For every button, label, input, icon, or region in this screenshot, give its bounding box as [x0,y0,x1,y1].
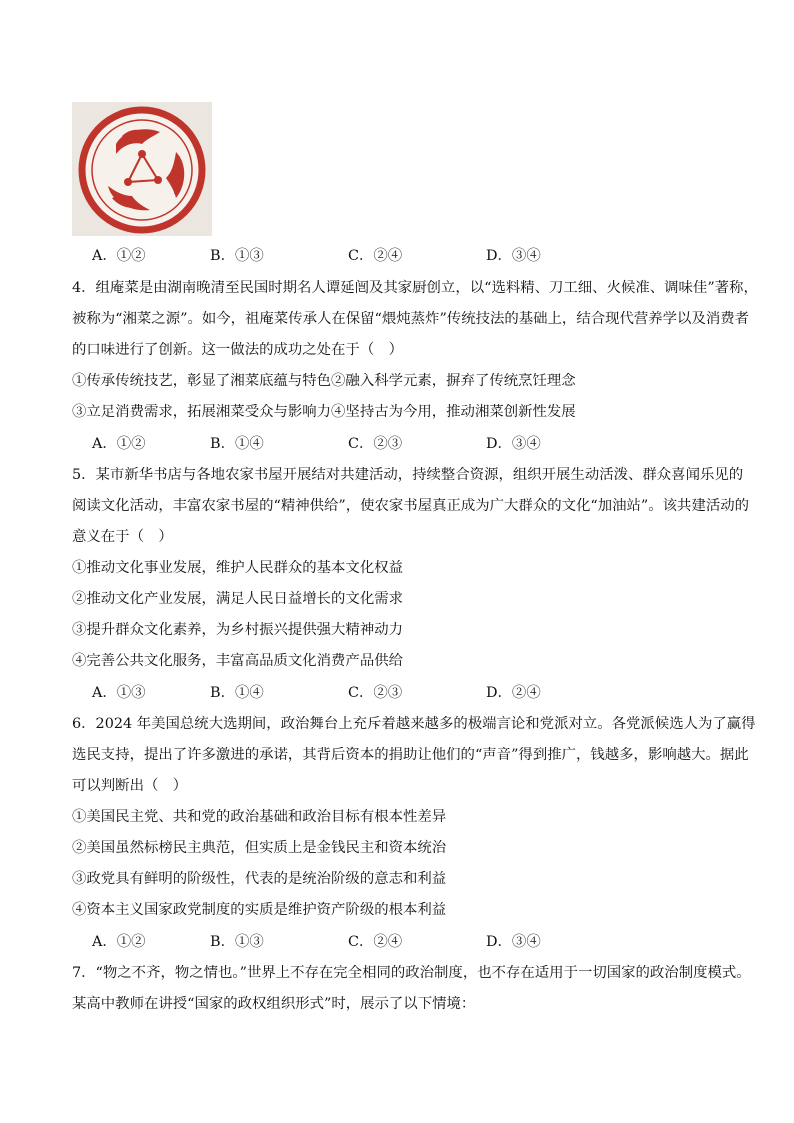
q5-statement-4: ④完善公共文化服务，丰富高品质文化消费产品供给 [72,653,403,669]
q6-statement-2: ②美国虽然标榜民主典范，但实质上是金钱民主和资本统治 [72,840,447,856]
q5-stem-line-3: 意义在于（ ） [72,529,173,545]
q4-option-a: A．①② [92,436,146,452]
q4-statement-line-1: ①传承传统技艺，彰显了湘菜底蕴与特色②融入科学元素，摒弃了传统烹饪理念 [72,373,576,389]
q4-stem-line-3: 的口味进行了创新。这一做法的成功之处在于（ ） [72,342,403,358]
q5-option-d: D．②④ [486,685,541,701]
q5-statement-2: ②推动文化产业发展，满足人民日益增长的文化需求 [72,591,403,607]
q5-stem-line-1: 5．某市新华书店与各地农家书屋开展结对共建活动，持续整合资源，组织开展生动活泼、群众喜闻乐见的 [72,467,744,483]
q5-option-a: A．①③ [92,685,146,701]
q4-options [92,434,612,454]
q6-statement-1: ①美国民主党、共和党的政治基础和政治目标有根本性差异 [72,809,447,825]
q6-option-a: A．①② [92,934,146,950]
q3-options [92,246,612,266]
q5-options [92,683,612,703]
q5-stem-line-2: 阅读文化活动，丰富农家书屋的“精神供给”，使农家书屋真正成为广大群众的文化“加油站”。该共建活动的 [72,498,750,514]
q6-option-b: B．①③ [210,934,264,950]
emblem-image [72,102,212,236]
q3-option-a: A．①② [92,248,146,264]
q5-statement-3: ③提升群众文化素养，为乡村振兴提供强大精神动力 [72,622,403,638]
q6-option-d: D．③④ [486,934,541,950]
q5-option-b: B．①④ [210,685,264,701]
q4-option-b: B．①④ [210,436,264,452]
q6-stem-line-3: 可以判断出（ ） [72,778,188,794]
q7-stem-line-1: 7．“物之不齐，物之情也。”世界上不存在完全相同的政治制度，也不存在适用于一切国家的政治制度模式。 [72,965,751,981]
q6-statement-4: ④资本主义国家政党制度的实质是维护资产阶级的根本利益 [72,902,447,918]
q4-statement-line-2: ③立足消费需求，拓展湘菜受众与影响力④坚持古为今用，推动湘菜创新性发展 [72,404,576,420]
q3-option-b: B．①③ [210,248,264,264]
q6-stem-line-1: 6．2024 年美国总统大选期间，政治舞台上充斥着越来越多的极端言论和党派对立。各党派候选人为了赢得 [72,716,756,732]
q4-stem-line-1: 4．组庵菜是由湖南晚清至民国时期名人谭延闿及其家厨创立，以“选料精、刀工细、火候准、调味佳”著称， [72,280,758,296]
q6-option-c: C．②④ [348,934,403,950]
q4-option-c: C．②③ [348,436,403,452]
q6-stem-line-2: 选民支持，提出了许多激进的承诺，其背后资本的捐助让他们的“声音”得到推广，钱越多，影响越大。据此 [72,747,749,763]
chili-peppers-emblem-icon [72,102,212,236]
q7-stem-line-2: 某高中教师在讲授“国家的政权组织形式”时，展示了以下情境： [72,996,476,1012]
q6-options [92,932,612,952]
q4-stem-line-2: 被称为“湘菜之源”。如今，祖庵菜传承人在保留“煨炖蒸炸”传统技法的基础上，结合现代营养学以及消费者 [72,311,750,327]
q5-option-c: C．②③ [348,685,403,701]
q3-option-d: D．③④ [486,248,541,264]
q3-option-c: C．②④ [348,248,403,264]
q6-statement-3: ③政党具有鲜明的阶级性，代表的是统治阶级的意志和利益 [72,871,447,887]
q4-option-d: D．③④ [486,436,541,452]
q5-statement-1: ①推动文化事业发展，维护人民群众的基本文化权益 [72,560,403,576]
